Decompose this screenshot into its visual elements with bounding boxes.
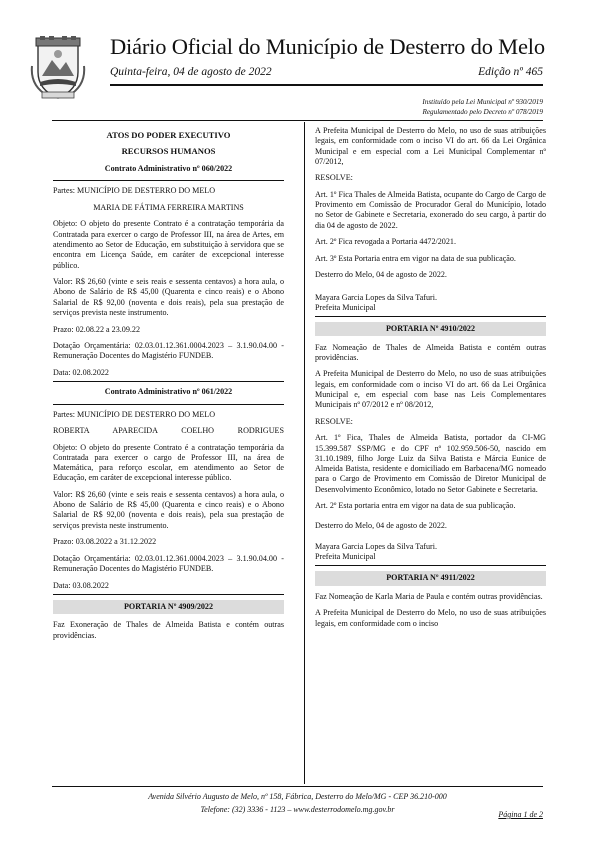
footer-contact: Telefone: (32) 3336 - 1123 – www.desterrodomelo.mg.gov.br: [200, 805, 395, 814]
portaria-4909-signatory-title: Prefeita Municipal: [315, 302, 376, 312]
portaria-4911-summary: Faz Nomeação de Karla Maria de Paula e contém outras providências.: [315, 591, 543, 601]
portaria-4911-preamble: A Prefeita Municipal de Desterro do Melo, no uso de suas atribuições legais, em conformidade com o inciso: [315, 608, 546, 628]
portaria-4911-heading: PORTARIA Nº 4911/2022: [315, 571, 546, 585]
issue-date: Quinta-feira, 04 de agosto de 2022: [110, 66, 272, 78]
contract-060-term: Prazo: 02.08.22 a 23.09.22: [53, 324, 140, 334]
separator: [315, 565, 546, 566]
page-number: Página 1 de 2: [498, 810, 543, 819]
contract-060-heading: Contrato Administrativo nº 060/2022: [104, 164, 233, 173]
edition-number: Edição nº 465: [478, 66, 543, 78]
contract-061-date: Data: 03.08.2022: [53, 580, 109, 590]
left-column: [53, 126, 284, 647]
contract-061-term: Prazo: 03.08.2022 a 31.12.2022: [53, 537, 157, 547]
portaria-4910-place-date: Desterro do Melo, 04 de agosto de 2022.: [315, 521, 447, 531]
contract-061-heading: Contrato Administrativo nº 061/2022: [104, 387, 233, 397]
contract-061-parties: Partes: MUNICÍPIO DE DESTERRO DO MELO: [53, 409, 216, 419]
portaria-4910-summary: Faz Nomeação de Thales de Almeida Batista e contém outras providências.: [315, 342, 546, 362]
separator: [53, 180, 284, 181]
separator: [53, 404, 284, 405]
portaria-4909-article-3: Art. 3º Esta Portaria entra em vigor na data de sua publicação.: [315, 253, 516, 263]
portaria-4910-signatory: Mayara Garcia Lopes da Silva Tafuri.: [315, 541, 437, 551]
right-column: [315, 126, 546, 635]
contract-060-budget: Dotação Orçamentária: 02.03.01.12.361.0004.2023 – 3.1.90.04.00 - Remuneração Docentes do Magistério FUNDEB.: [53, 340, 284, 361]
separator: [315, 316, 546, 317]
section-title-executive: ATOS DO PODER EXECUTIVO: [106, 130, 231, 140]
portaria-4909-resolve: RESOLVE:: [315, 173, 353, 183]
contract-061-budget: Dotação Orçamentária: 02.03.01.12.361.0004.2023 – 3.1.90.04.00 - Remuneração Docentes do Magistério FUNDEB.: [53, 553, 284, 574]
portaria-4910-article-2: Art. 2º Esta portaria entra em vigor na data de sua publicação.: [315, 501, 516, 511]
contract-061-object: Objeto: O objeto do presente Contrato é a contratação temporária da Contratada para exercer o cargo de Professor III, na área de Matemática, para reforço escolar, em atendimento ao Setor de Educação, em caráter de excepcional interesse público.: [53, 442, 284, 483]
column-divider: [304, 122, 305, 784]
portaria-4909-signatory: Mayara Garcia Lopes da Silva Tafuri.: [315, 292, 437, 302]
section-title-hr: RECURSOS HUMANOS: [121, 146, 216, 156]
contract-061-contractor: ROBERTA APARECIDA COELHO RODRIGUES: [53, 426, 284, 436]
regulation-decree: Regulamentado pelo Decreto nº 078/2019: [422, 108, 543, 116]
contract-060-contractor: MARIA DE FÁTIMA FERREIRA MARTINS: [93, 202, 244, 212]
separator: [53, 381, 284, 382]
portaria-4909-preamble: A Prefeita Municipal de Desterro do Melo, no uso de suas atribuições legais, em conformidade com o inciso VI do art. 66 da Lei Orgânica Municipal e em especial com a Lei Municipal Complementar nº 07/2012,: [315, 126, 546, 166]
contract-061-value: Valor: R$ 26,60 (vinte e seis reais e sessenta centavos) a hora aula, o Abono de Salário de R$ 45,00 (Quarenta e cinco reais) e o Abono Salarial de R$ 92,00 (noventa e dois reais), pela sua prestação de serviços prevista neste instrumento.: [53, 489, 284, 530]
portaria-4910-resolve: RESOLVE:: [315, 416, 353, 426]
content-top-rule: [52, 120, 543, 121]
municipal-coat-of-arms: [30, 36, 86, 102]
portaria-4910-article-1: Art. 1º Fica, Thales de Almeida Batista, portador da CI-MG 15.399.587 SSP/MG e do CPF nº 102.959.506-50, nascido em 31.10.1989, filho Jorge Luiz da Silva Batista e Márcia Eunice de Almeida Batista, residente e domiciliado em Barbacena/MG nomeado para o Cargo de Provimento em Comissão de Diretor Municipal de Desenvolvimento Econômico, lotado no Setor Gabinete e Secretaria.: [315, 433, 546, 494]
portaria-4909-article-2: Art. 2º Fica revogada a Portaria 4472/2021.: [315, 237, 456, 247]
contract-060-value: Valor: R$ 26,60 (vinte e seis reais e sessenta centavos) a hora aula, o Abono de Salário de R$ 45,00 (Quarenta e cinco reais) e o Abono Salarial de R$ 92,00 (noventa e dois reais), pela sua prestação de serviços prevista neste instrumento.: [53, 277, 284, 318]
portaria-4910-signatory-title: Prefeita Municipal: [315, 552, 376, 562]
footer-address: Avenida Silvério Augusto de Melo, nº 158, Fábrica, Desterro do Melo/MG - CEP 36.210-000: [148, 792, 447, 801]
portaria-4909-heading: PORTARIA Nº 4909/2022: [53, 600, 284, 614]
header-rule: [110, 84, 543, 86]
institution-law: Instituído pela Lei Municipal nº 930/2019: [422, 98, 543, 106]
contract-060-date: Data: 02.08.2022: [53, 367, 109, 377]
portaria-4909-article-1: Art. 1º Fica Thales de Almeida Batista, ocupante do Cargo de Cargo de Provimento em Comissão de Procurador Geral do Município, lotado no Setor de Gabinete e Secretaria, exonerado do seu cargo, à partir do dia 04 de agosto de 2022.: [315, 189, 546, 230]
gazette-title: Diário Oficial do Município de Desterro do Melo: [110, 34, 545, 59]
contract-060-parties: Partes: MUNICÍPIO DE DESTERRO DO MELO: [53, 186, 216, 196]
portaria-4910-heading: PORTARIA Nº 4910/2022: [315, 322, 546, 336]
contract-060-object: Objeto: O objeto do presente Contrato é a contratação temporária da Contratada para exercer o cargo de Professor III, na área de Artes, em atendimento ao Setor de Educação, em substituição à servidora que se encontra em Licença Saúde, em caráter de excepcional interesse público.: [53, 219, 284, 270]
portaria-4909-summary: Faz Exoneração de Thales de Almeida Batista e contém outras providências.: [53, 620, 284, 640]
portaria-4909-place-date: Desterro do Melo, 04 de agosto de 2022.: [315, 270, 447, 280]
footer-rule: [52, 786, 543, 787]
separator: [53, 594, 284, 595]
portaria-4910-preamble: A Prefeita Municipal de Desterro do Melo, no uso de suas atribuições legais, em conformidade com o inciso VI do art. 66 da Lei Orgânica Municipal e, em especial com base nas Leis Complementares Municipais nº 07/2012 e nº 08/2012,: [315, 369, 546, 410]
